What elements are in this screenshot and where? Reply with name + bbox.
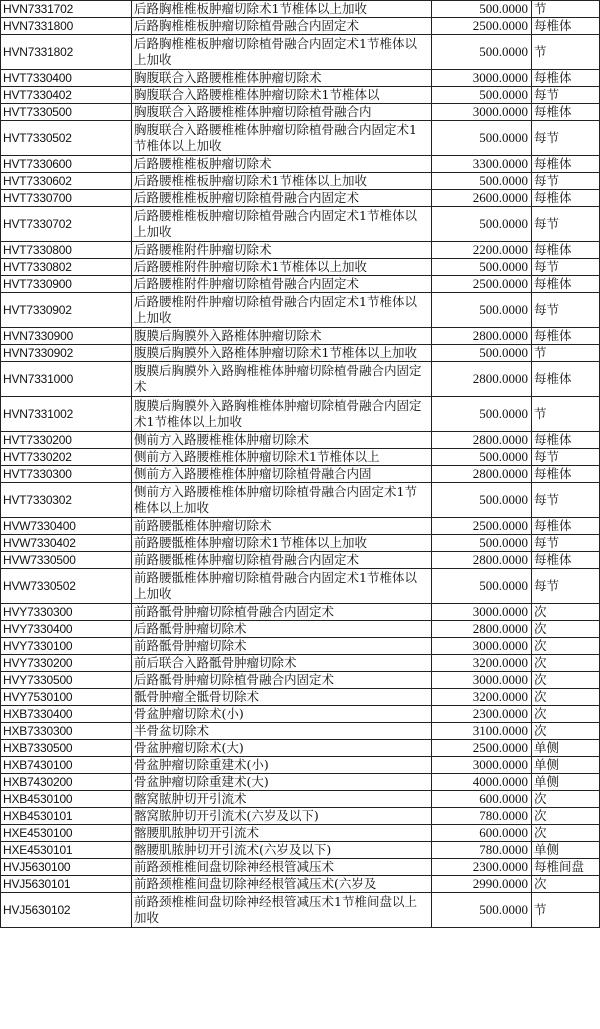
item-price: 500.0000 <box>432 207 532 242</box>
table-row <box>1 842 600 859</box>
item-name: 后路骶骨肿瘤切除术 <box>132 621 432 638</box>
item-name: 骨盆肿瘤切除重建术(大) <box>132 774 432 791</box>
item-name: 髂窝脓肿切开引流术(六岁及以下) <box>132 808 432 825</box>
item-code: HVT7330302 <box>1 483 132 518</box>
item-unit: 单侧 <box>532 740 600 757</box>
item-name: 前路腰骶椎体肿瘤切除术1节椎体以上加收 <box>132 535 432 552</box>
item-price: 500.0000 <box>432 397 532 432</box>
item-name: 髂腰肌脓肿切开引流术 <box>132 825 432 842</box>
table-row <box>1 535 600 552</box>
item-code: HVT7330600 <box>1 156 132 173</box>
item-unit: 次 <box>532 621 600 638</box>
item-unit: 单侧 <box>532 774 600 791</box>
item-unit: 节 <box>532 35 600 70</box>
table-row <box>1 569 600 604</box>
item-name: 侧前方入路腰椎椎体肿瘤切除植骨融合内固定术1节椎体以上加收 <box>132 483 432 518</box>
item-price: 3200.0000 <box>432 655 532 672</box>
item-unit: 次 <box>532 825 600 842</box>
item-price: 2800.0000 <box>432 432 532 449</box>
item-price: 3000.0000 <box>432 604 532 621</box>
item-price: 500.0000 <box>432 87 532 104</box>
item-price: 3200.0000 <box>432 689 532 706</box>
table-row <box>1 35 600 70</box>
item-unit: 单侧 <box>532 842 600 859</box>
item-code: HVT7330300 <box>1 466 132 483</box>
table-row <box>1 190 600 207</box>
table-row <box>1 689 600 706</box>
item-code: HXE4530101 <box>1 842 132 859</box>
item-unit: 次 <box>532 689 600 706</box>
item-price: 2800.0000 <box>432 552 532 569</box>
item-name: 前路腰骶椎体肿瘤切除植骨融合内固定术1节椎体以上加收 <box>132 569 432 604</box>
item-code: HVN7330900 <box>1 328 132 345</box>
item-name: 侧前方入路腰椎椎体肿瘤切除术1节椎体以上 <box>132 449 432 466</box>
item-name: 侧前方入路腰椎椎体肿瘤切除术 <box>132 432 432 449</box>
item-code: HVT7330602 <box>1 173 132 190</box>
table-row <box>1 706 600 723</box>
table-row <box>1 791 600 808</box>
item-name: 前路颈椎椎间盘切除神经根管减压术(六岁及 <box>132 876 432 893</box>
item-unit: 每节 <box>532 207 600 242</box>
table-row <box>1 483 600 518</box>
item-code: HVW7330500 <box>1 552 132 569</box>
item-code: HVT7330500 <box>1 104 132 121</box>
item-unit: 每椎体 <box>532 18 600 35</box>
table-row <box>1 774 600 791</box>
item-code: HVJ5630100 <box>1 859 132 876</box>
item-unit: 次 <box>532 876 600 893</box>
item-price: 500.0000 <box>432 35 532 70</box>
item-code: HVW7330402 <box>1 535 132 552</box>
table-row <box>1 397 600 432</box>
item-price: 500.0000 <box>432 259 532 276</box>
item-unit: 节 <box>532 345 600 362</box>
item-code: HVY7330500 <box>1 672 132 689</box>
item-name: 腹膜后胸膜外入路胸椎椎体肿瘤切除植骨融合内固定术 <box>132 362 432 397</box>
table-row <box>1 432 600 449</box>
item-unit: 每节 <box>532 259 600 276</box>
item-unit: 每椎体 <box>532 242 600 259</box>
item-code: HVY7330400 <box>1 621 132 638</box>
item-unit: 每椎体 <box>532 552 600 569</box>
item-name: 后路腰椎附件肿瘤切除植骨融合内固定术 <box>132 276 432 293</box>
item-unit: 节 <box>532 893 600 928</box>
item-price: 3000.0000 <box>432 638 532 655</box>
item-name: 后路胸椎椎板肿瘤切除植骨融合内固定术1节椎体以上加收 <box>132 35 432 70</box>
item-unit: 节 <box>532 1 600 18</box>
item-price: 2500.0000 <box>432 276 532 293</box>
item-unit: 每节 <box>532 483 600 518</box>
item-code: HVY7330100 <box>1 638 132 655</box>
table-row <box>1 825 600 842</box>
table-row <box>1 242 600 259</box>
table-row <box>1 276 600 293</box>
item-code: HVT7330402 <box>1 87 132 104</box>
item-name: 胸腹联合入路腰椎椎体肿瘤切除术1节椎体以 <box>132 87 432 104</box>
item-code: HVY7330200 <box>1 655 132 672</box>
table-row <box>1 740 600 757</box>
table-row <box>1 207 600 242</box>
item-price: 2500.0000 <box>432 518 532 535</box>
item-name: 后路腰椎椎板肿瘤切除植骨融合内固定术 <box>132 190 432 207</box>
table-row <box>1 723 600 740</box>
item-code: HVT7330800 <box>1 242 132 259</box>
item-code: HVJ5630101 <box>1 876 132 893</box>
item-code: HVT7330902 <box>1 293 132 328</box>
item-name: 胸腹联合入路腰椎椎体肿瘤切除植骨融合内 <box>132 104 432 121</box>
item-code: HVW7330400 <box>1 518 132 535</box>
item-unit: 单侧 <box>532 757 600 774</box>
item-unit: 每节 <box>532 569 600 604</box>
item-price: 2800.0000 <box>432 466 532 483</box>
item-unit: 每节 <box>532 87 600 104</box>
item-name: 腹膜后胸膜外入路椎体肿瘤切除术 <box>132 328 432 345</box>
item-name: 腹膜后胸膜外入路胸椎椎体肿瘤切除植骨融合内固定术1节椎体以上加收 <box>132 397 432 432</box>
table-row <box>1 345 600 362</box>
item-unit: 次 <box>532 706 600 723</box>
item-price: 2600.0000 <box>432 190 532 207</box>
item-code: HXB4530101 <box>1 808 132 825</box>
item-name: 髂窝脓肿切开引流术 <box>132 791 432 808</box>
item-code: HVW7330502 <box>1 569 132 604</box>
table-row <box>1 156 600 173</box>
item-unit: 每椎体 <box>532 466 600 483</box>
item-unit: 每椎体 <box>532 276 600 293</box>
item-price: 3000.0000 <box>432 70 532 87</box>
item-price: 500.0000 <box>432 569 532 604</box>
table-row <box>1 655 600 672</box>
item-price: 500.0000 <box>432 1 532 18</box>
item-unit: 每椎体 <box>532 518 600 535</box>
fee-table-body <box>1 1 600 928</box>
item-price: 600.0000 <box>432 825 532 842</box>
item-code: HXB4530100 <box>1 791 132 808</box>
item-unit: 次 <box>532 723 600 740</box>
table-row <box>1 808 600 825</box>
item-unit: 次 <box>532 791 600 808</box>
item-code: HVT7330802 <box>1 259 132 276</box>
table-row <box>1 466 600 483</box>
item-name: 后路腰椎附件肿瘤切除术1节椎体以上加收 <box>132 259 432 276</box>
item-name: 骨盆肿瘤切除重建术(小) <box>132 757 432 774</box>
table-row <box>1 621 600 638</box>
table-row <box>1 328 600 345</box>
item-name: 前路腰骶椎体肿瘤切除术 <box>132 518 432 535</box>
item-price: 2800.0000 <box>432 328 532 345</box>
item-code: HXB7330300 <box>1 723 132 740</box>
item-unit: 次 <box>532 604 600 621</box>
item-name: 侧前方入路腰椎椎体肿瘤切除植骨融合内固 <box>132 466 432 483</box>
item-name: 前路颈椎椎间盘切除神经根管减压术1节椎间盘以上加收 <box>132 893 432 928</box>
table-row <box>1 518 600 535</box>
item-code: HVT7330202 <box>1 449 132 466</box>
item-unit: 每椎体 <box>532 156 600 173</box>
item-name: 后路腰椎椎板肿瘤切除术 <box>132 156 432 173</box>
item-unit: 每椎体 <box>532 362 600 397</box>
table-row <box>1 293 600 328</box>
item-price: 500.0000 <box>432 345 532 362</box>
item-price: 2300.0000 <box>432 706 532 723</box>
item-name: 后路腰椎附件肿瘤切除术 <box>132 242 432 259</box>
item-price: 780.0000 <box>432 808 532 825</box>
item-code: HXE4530100 <box>1 825 132 842</box>
item-name: 前路骶骨肿瘤切除术 <box>132 638 432 655</box>
item-name: 后路腰椎椎板肿瘤切除植骨融合内固定术1节椎体以上加收 <box>132 207 432 242</box>
item-name: 骨盆肿瘤切除术(小) <box>132 706 432 723</box>
item-price: 2300.0000 <box>432 859 532 876</box>
table-row <box>1 70 600 87</box>
item-code: HVN7331800 <box>1 18 132 35</box>
item-code: HXB7330500 <box>1 740 132 757</box>
item-code: HVT7330502 <box>1 121 132 156</box>
item-price: 2800.0000 <box>432 621 532 638</box>
item-unit: 次 <box>532 638 600 655</box>
item-unit: 每椎体 <box>532 190 600 207</box>
table-row <box>1 104 600 121</box>
item-price: 3000.0000 <box>432 757 532 774</box>
item-price: 3300.0000 <box>432 156 532 173</box>
item-price: 500.0000 <box>432 449 532 466</box>
item-name: 髂腰肌脓肿切开引流术(六岁及以下) <box>132 842 432 859</box>
item-code: HVT7330900 <box>1 276 132 293</box>
item-name: 胸腹联合入路腰椎椎体肿瘤切除植骨融合内固定术1节椎体以上加收 <box>132 121 432 156</box>
table-row <box>1 121 600 156</box>
item-unit: 每节 <box>532 449 600 466</box>
item-price: 500.0000 <box>432 121 532 156</box>
table-row <box>1 87 600 104</box>
item-code: HVN7331002 <box>1 397 132 432</box>
item-code: HVY7530100 <box>1 689 132 706</box>
item-name: 前路腰骶椎体肿瘤切除植骨融合内固定术 <box>132 552 432 569</box>
item-price: 2500.0000 <box>432 740 532 757</box>
table-row <box>1 638 600 655</box>
item-price: 2200.0000 <box>432 242 532 259</box>
table-row <box>1 259 600 276</box>
item-name: 前后联合入路骶骨肿瘤切除术 <box>132 655 432 672</box>
table-row <box>1 893 600 928</box>
table-row <box>1 876 600 893</box>
table-row <box>1 362 600 397</box>
item-price: 3100.0000 <box>432 723 532 740</box>
item-price: 2990.0000 <box>432 876 532 893</box>
item-unit: 次 <box>532 655 600 672</box>
item-name: 骨盆肿瘤切除术(大) <box>132 740 432 757</box>
item-code: HVN7330902 <box>1 345 132 362</box>
item-name: 骶骨肿瘤全骶骨切除术 <box>132 689 432 706</box>
table-row <box>1 18 600 35</box>
item-unit: 每椎体 <box>532 432 600 449</box>
item-unit: 每椎间盘 <box>532 859 600 876</box>
item-price: 3000.0000 <box>432 672 532 689</box>
item-name: 半骨盆切除术 <box>132 723 432 740</box>
item-code: HVT7330702 <box>1 207 132 242</box>
item-price: 500.0000 <box>432 293 532 328</box>
item-code: HXB7430200 <box>1 774 132 791</box>
item-price: 780.0000 <box>432 842 532 859</box>
table-row <box>1 173 600 190</box>
item-unit: 节 <box>532 397 600 432</box>
item-name: 后路骶骨肿瘤切除植骨融合内固定术 <box>132 672 432 689</box>
table-row <box>1 859 600 876</box>
item-name: 后路腰椎椎板肿瘤切除术1节椎体以上加收 <box>132 173 432 190</box>
item-unit: 次 <box>532 808 600 825</box>
item-code: HVJ5630102 <box>1 893 132 928</box>
item-price: 4000.0000 <box>432 774 532 791</box>
item-unit: 每椎体 <box>532 70 600 87</box>
item-code: HVT7330700 <box>1 190 132 207</box>
item-code: HVY7330300 <box>1 604 132 621</box>
item-name: 后路腰椎附件肿瘤切除植骨融合内固定术1节椎体以上加收 <box>132 293 432 328</box>
table-row <box>1 552 600 569</box>
item-code: HXB7330400 <box>1 706 132 723</box>
item-code: HXB7430100 <box>1 757 132 774</box>
table-row <box>1 672 600 689</box>
item-price: 500.0000 <box>432 483 532 518</box>
item-code: HVN7331000 <box>1 362 132 397</box>
item-name: 腹膜后胸膜外入路椎体肿瘤切除术1节椎体以上加收 <box>132 345 432 362</box>
table-row <box>1 757 600 774</box>
item-price: 500.0000 <box>432 893 532 928</box>
item-code: HVN7331702 <box>1 1 132 18</box>
item-unit: 每节 <box>532 121 600 156</box>
item-unit: 次 <box>532 672 600 689</box>
item-name: 前路颈椎椎间盘切除神经根管减压术 <box>132 859 432 876</box>
item-name: 胸腹联合入路腰椎椎体肿瘤切除术 <box>132 70 432 87</box>
item-price: 600.0000 <box>432 791 532 808</box>
item-price: 2500.0000 <box>432 18 532 35</box>
item-unit: 每节 <box>532 173 600 190</box>
item-code: HVN7331802 <box>1 35 132 70</box>
item-name: 前路骶骨肿瘤切除植骨融合内固定术 <box>132 604 432 621</box>
item-unit: 每椎体 <box>532 328 600 345</box>
item-price: 3000.0000 <box>432 104 532 121</box>
item-unit: 每节 <box>532 293 600 328</box>
item-name: 后路胸椎椎板肿瘤切除术1节椎体以上加收 <box>132 1 432 18</box>
table-row <box>1 1 600 18</box>
item-code: HVT7330200 <box>1 432 132 449</box>
item-name: 后路胸椎椎板肿瘤切除植骨融合内固定术 <box>132 18 432 35</box>
item-unit: 每椎体 <box>532 104 600 121</box>
item-price: 500.0000 <box>432 173 532 190</box>
item-unit: 每节 <box>532 535 600 552</box>
table-row <box>1 604 600 621</box>
item-code: HVT7330400 <box>1 70 132 87</box>
item-price: 500.0000 <box>432 535 532 552</box>
table-row <box>1 449 600 466</box>
item-price: 2800.0000 <box>432 362 532 397</box>
